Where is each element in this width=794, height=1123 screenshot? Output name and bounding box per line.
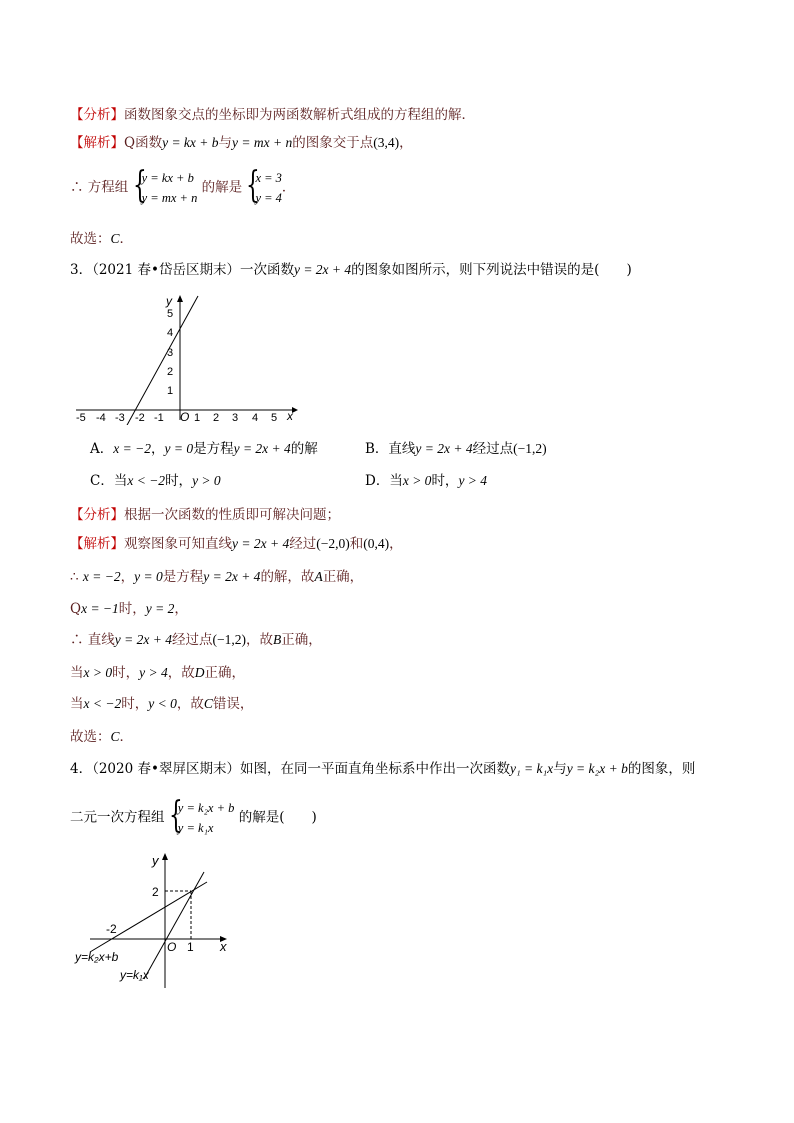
solution-values: { x = 3 y = 4 [246, 165, 282, 206]
solution-fragment: y = 2x + 4 [114, 632, 173, 647]
solution-fragment: 错误， [212, 696, 254, 712]
y-tick: 1 [167, 385, 174, 397]
solution-line [70, 728, 133, 746]
solution-line [70, 600, 188, 618]
solution-fragment: ∴ [70, 569, 83, 585]
solution-fragment: 是方程 [162, 569, 204, 585]
solution-line [70, 535, 403, 553]
solution-fragment: ， [120, 569, 135, 585]
solution-fragment: 当 [70, 696, 84, 712]
solution-fragment: 【解析】 [70, 536, 124, 552]
solution-fragment: Q [70, 601, 82, 617]
solution-fragment: ，故 [167, 665, 195, 681]
line-y-2x-4 [126, 296, 201, 425]
solution-fragment: 当 [70, 665, 84, 681]
y-tick: 4 [167, 327, 174, 339]
solution-fragment: 正确， [204, 665, 245, 681]
y-axis-arrow [162, 853, 168, 860]
solution-fragment: C [203, 696, 213, 711]
solution-fragment: x = −1 [81, 601, 119, 616]
solution-fragment: A [314, 569, 323, 584]
solution-fragment: x = −2 [82, 569, 121, 584]
graph-y-2x-4 [70, 290, 310, 425]
solution-line [70, 695, 253, 713]
x-tick: -2 [135, 412, 145, 424]
question-4: 4．（2020 春•翠屏区期末）如图，在同一平面直角坐标系中作出一次函数y₁ = k₁x与y = k₂x + b的图象，则 [70, 761, 696, 777]
solution-fragment: ， [389, 536, 403, 552]
x-tick: 4 [252, 412, 259, 424]
x-tick: -3 [115, 412, 125, 424]
origin-label: O [167, 940, 177, 954]
x-axis-label: x [287, 409, 293, 423]
analysis-3: 【分析】根据一次函数的性质即可解决问题； [70, 507, 340, 523]
line-label-k1x: y=k₁x [120, 968, 149, 982]
x-tick: -1 [154, 412, 164, 424]
y-tick: 2 [167, 366, 174, 378]
solution-line [70, 631, 322, 649]
solution-fragment: y < 0 [148, 696, 177, 711]
x-tick: -4 [96, 412, 106, 424]
x-mark-1: 1 [187, 940, 194, 954]
solution-line [70, 568, 363, 586]
solution-fragment: y = 0 [134, 569, 163, 584]
solution-fragment: D [194, 665, 205, 680]
x-tick: -5 [76, 412, 86, 424]
solution-fragment: y = 2 [145, 601, 175, 616]
solution-fragment: ，故 [176, 696, 204, 712]
x-tick: 1 [194, 412, 201, 424]
equation-system: { y = kx + b y = mx + n [132, 165, 198, 206]
solution-fragment: y = 2x + 4 [203, 569, 261, 584]
solution-fragment: 时， [118, 601, 146, 617]
solution-fragment: B [273, 632, 282, 647]
question-3: 3．（2021 春•岱岳区期末）一次函数y = 2x + 4的图象如图所示，则下列说法中错误的是( ) [70, 262, 632, 278]
x-axis-label: x [220, 939, 227, 954]
solution-fragment: 正确， [322, 569, 364, 585]
solution-fragment: 经过点 [172, 632, 213, 648]
solution-fragment: C [110, 729, 120, 744]
analysis-1 [70, 106, 475, 124]
x-tick: 3 [232, 412, 239, 424]
option-c: C．当x < −2时，y > 0 [90, 473, 221, 489]
answer-1: 故选：C． [70, 231, 134, 247]
y-mark-2: 2 [152, 885, 159, 899]
analysis-text: 函数图象交点的坐标即为两函数解析式组成的方程组的解． [124, 107, 475, 123]
origin-label: O [180, 410, 190, 424]
option-d: D．当x > 0时，y > 4 [365, 473, 488, 489]
solution-fragment: (−1,2) [212, 632, 246, 647]
solution-fragment: ， [174, 601, 188, 617]
solution-fragment: 正确， [281, 632, 322, 648]
solution-fragment: (−2,0) [316, 536, 350, 551]
solution-fragment: 的解，故 [260, 569, 315, 585]
option-a: A．x = −2，y = 0是方程y = 2x + 4的解 [90, 441, 318, 457]
solution-fragment: (0,4) [363, 536, 390, 551]
solution-system: ∴ 方程组 { y = kx + b y = mx + n 的解是 { x = 3 y = 4 ． [70, 165, 296, 206]
solution-fragment: x < −2 [83, 696, 122, 711]
solution-fragment: y > 4 [139, 665, 168, 680]
solution-fragment: 观察图象可知直线 [124, 536, 232, 552]
solution-fragment: 和 [349, 536, 364, 552]
option-b: B．直线y = 2x + 4经过点(−1,2) [365, 441, 547, 457]
y-tick: 3 [167, 347, 174, 359]
solution-1: 【解析】Q函数y = kx + b与y = mx + n的图象交于点(3,4)， [70, 135, 413, 151]
y-axis-arrow [177, 295, 183, 302]
solution-line [70, 664, 245, 682]
line-label-k2x-b: y=k₂x+b [75, 950, 119, 964]
analysis-tag: 【分析】 [70, 107, 124, 123]
solution-fragment: 时， [112, 665, 140, 681]
solution-fragment: x > 0 [83, 665, 113, 680]
x-mark-neg2: -2 [106, 922, 117, 936]
solution-fragment: 故选： [70, 729, 111, 745]
solution-fragment: ∴ 直线 [70, 632, 115, 648]
equation-system: { y = k₂x + b y = k₁x [168, 795, 235, 836]
question-4-system: 二元一次方程组 { y = k₂x + b y = k₁x 的解是( ) [70, 795, 317, 836]
solution-fragment: 经过 [289, 536, 317, 552]
solution-fragment: 时， [121, 696, 149, 712]
solution-tag: 【解析】 [70, 135, 124, 151]
y-tick: 5 [167, 308, 174, 320]
solution-fragment: ，故 [246, 632, 273, 648]
x-tick: 2 [213, 412, 220, 424]
graph-two-lines [70, 848, 240, 993]
x-tick: 5 [271, 412, 278, 424]
y-axis-label: y [152, 853, 159, 868]
solution-fragment: ． [119, 729, 134, 745]
y-axis-label: y [166, 294, 172, 308]
solution-fragment: y = 2x + 4 [232, 536, 290, 551]
